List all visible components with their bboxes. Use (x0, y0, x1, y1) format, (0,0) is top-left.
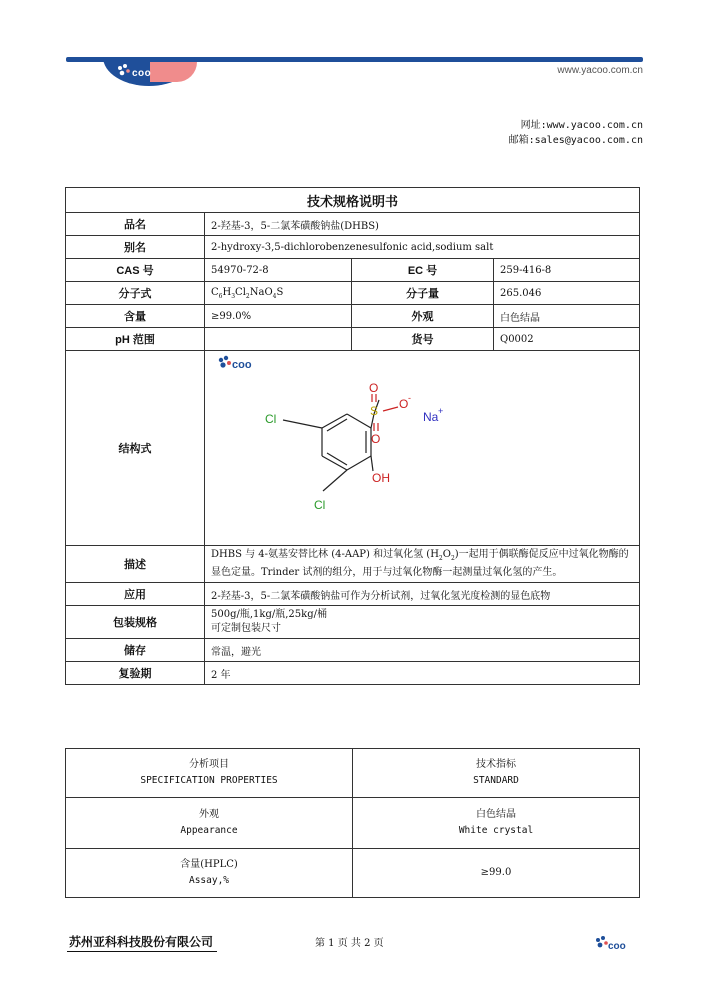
retest-label: 复验期 (66, 662, 205, 685)
footer-yacoo-logo (594, 934, 644, 956)
analysis-row-item: 含量(HPLC) Assay,% (66, 849, 353, 898)
svg-text:coo: coo (232, 359, 252, 371)
appearance-value: 白色结晶 (494, 305, 640, 328)
storage-label: 储存 (66, 639, 205, 662)
hydroxyl-group: OH (372, 471, 390, 485)
benzene-ring (322, 414, 371, 470)
item-number-label: 货号 (352, 328, 494, 351)
structure-logo (219, 356, 252, 371)
oxygen-bottom-atom: O (371, 432, 381, 446)
plus-charge: + (438, 406, 444, 416)
ec-label: EC 号 (352, 259, 494, 282)
structure-cell (205, 351, 640, 546)
contact-email: 邮箱:sales@yacoo.com.cn (508, 135, 643, 146)
analysis-header-standard: 技术指标 STANDARD (353, 749, 640, 798)
site-url[interactable]: www.yacoo.com.cn (557, 65, 643, 76)
sulfur-atom: S (370, 404, 379, 418)
structure-label: 结构式 (66, 351, 205, 546)
name-label: 品名 (66, 213, 205, 236)
spec-table (65, 187, 640, 685)
contact-website: 网址:www.yacoo.com.cn (520, 120, 643, 131)
company-name: 苏州亚科科技股份有限公司 (69, 935, 214, 949)
oxygen-top-atom: O (369, 381, 379, 395)
analysis-row-standard: ≥99.0 (353, 849, 640, 898)
oxygen-anion-atom: O (399, 397, 409, 411)
name-value: 2-羟基-3，5-二氯苯磺酸钠盐(DHBS) (205, 213, 640, 236)
application-value: 2-羟基-3，5-二氯苯磺酸钠盐可作为分析试剂，过氧化氢光度检测的显色底物 (205, 583, 640, 606)
alias-value: 2-hydroxy-3,5-dichlorobenzenesulfonic acid,sodium salt (205, 236, 640, 259)
appearance-label: 外观 (352, 305, 494, 328)
description-value: DHBS 与 4-氨基安替比林 (4-AAP) 和过氧化氢 $(H_2O_2)$一起用于偶联酶促反应中过氧化物酶的显色定量。Trinder 试剂的组分，用于与过氧化物酶一起测量过氧化氢的产生。 (205, 546, 640, 583)
company-underline (67, 951, 217, 952)
ec-value: 259-416-8 (494, 259, 640, 282)
analysis-header-item: 分析项目 SPECIFICATION PROPERTIES (66, 749, 353, 798)
chlorine-top-atom: Cl (265, 412, 277, 426)
cas-value: 54970-72-8 (205, 259, 352, 282)
structure-diagram (205, 351, 637, 545)
retest-value: 2 年 (205, 662, 640, 685)
substituent-bonds (283, 400, 379, 491)
cas-label: CAS 号 (66, 259, 205, 282)
chlorine-bottom-atom: Cl (314, 498, 326, 512)
page-number: 第 1 页 共 2 页 (315, 938, 384, 949)
analysis-row-item: 外观 Appearance (66, 798, 353, 849)
content-label: 含量 (66, 305, 205, 328)
analysis-table (65, 748, 640, 898)
ph-label: pH 范围 (66, 328, 205, 351)
alias-label: 别名 (66, 236, 205, 259)
formula-value: $C_6H_3Cl_2NaO_4S$ (205, 282, 352, 305)
svg-text:coo: coo (132, 68, 152, 79)
item-number-value: Q0002 (494, 328, 640, 351)
packaging-value: 500g/瓶,1kg/瓶,25kg/桶 可定制包装尺寸 (205, 606, 640, 639)
ph-value (205, 328, 352, 351)
yacoo-logo (116, 62, 176, 82)
spec-title: 技术规格说明书 (66, 188, 640, 213)
storage-value: 常温，避光 (205, 639, 640, 662)
sodium-atom: Na (423, 410, 439, 424)
content-value: ≥99.0% (205, 305, 352, 328)
analysis-row-standard: 白色结晶 White crystal (353, 798, 640, 849)
mw-label: 分子量 (352, 282, 494, 305)
minus-charge: - (408, 393, 411, 403)
description-label: 描述 (66, 546, 205, 583)
mw-value: 265.046 (494, 282, 640, 305)
svg-text:coo: coo (608, 941, 626, 952)
packaging-label: 包装规格 (66, 606, 205, 639)
application-label: 应用 (66, 583, 205, 606)
formula-label: 分子式 (66, 282, 205, 305)
